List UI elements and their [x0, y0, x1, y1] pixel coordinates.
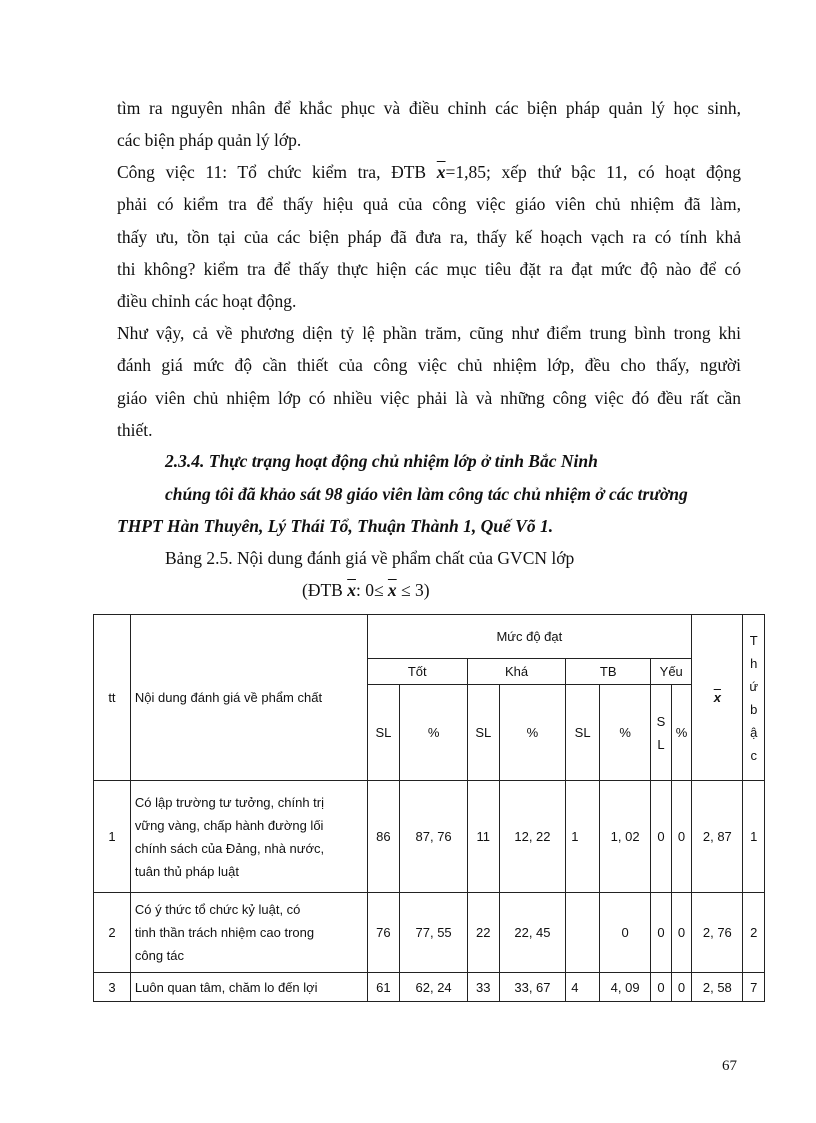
table-scale — [302, 580, 430, 601]
cell-kha-pct: 22, 45 — [499, 893, 566, 973]
text-fragment: ≤ 3) — [401, 580, 430, 600]
rank-letter: ứ — [749, 678, 759, 694]
cell-mean: 2, 76 — [692, 893, 743, 973]
cell-yeu-sl: 0 — [651, 973, 671, 1002]
section-intro: chúng tôi đã khảo sát 98 giáo viên làm công tác chủ nhiệm ở các trường — [165, 484, 688, 504]
header-pct: % — [671, 685, 691, 781]
mean-symbol: $\overline{x}$ — [387, 580, 397, 600]
content-line: Có lập trường tư tưởng, chính trị — [134, 794, 324, 810]
cell-tot-pct: 87, 76 — [400, 781, 468, 893]
text-line: đánh giá mức độ cần thiết của công việc chủ nhiệm lớp, đều cho thấy, người — [117, 355, 741, 376]
cell-yeu-sl: 0 — [651, 781, 671, 893]
cell-content — [130, 973, 367, 1002]
sl-letter: L — [657, 736, 665, 752]
header-kha: Khá — [467, 659, 565, 685]
header-pct: % — [499, 685, 566, 781]
content-line: chính sách của Đảng, nhà nước, — [134, 840, 325, 856]
cell-rank: 7 — [743, 973, 765, 1002]
rank-letter: h — [750, 655, 758, 671]
header-rank — [743, 615, 765, 781]
content-line: Có ý thức tổ chức kỷ luật, có — [134, 902, 301, 917]
table-row — [94, 973, 765, 1002]
text-line: thiết. — [117, 419, 153, 440]
section-intro: THPT Hàn Thuyên, Lý Thái Tổ, Thuận Thành 1, Quế Võ 1. — [117, 516, 554, 536]
header-tb: TB — [566, 659, 651, 685]
sl-letter: S — [656, 713, 666, 729]
header-tt: tt — [94, 615, 131, 781]
header-tot: Tốt — [367, 659, 467, 685]
section-heading: 2.3.4. Thực trạng hoạt động chủ nhiệm lớp ở tỉnh Bắc Ninh — [165, 451, 598, 471]
text-fragment: Công việc 11: Tổ chức kiểm tra, ĐTB — [117, 162, 427, 182]
rank-letter: ậ — [750, 724, 758, 740]
text-fragment: =1,85; xếp thứ bậc 11, có hoạt động — [445, 162, 742, 182]
cell-tb-sl: 4 — [566, 973, 600, 1002]
header-level: Mức độ đạt — [367, 615, 692, 659]
text-fragment: : 0≤ — [355, 580, 384, 600]
cell-kha-sl: 11 — [467, 781, 499, 893]
mean-symbol: $\overline{x}$ — [347, 580, 356, 600]
table-caption: Bảng 2.5. Nội dung đánh giá về phẩm chất của GVCN lớp — [165, 548, 575, 568]
header-mean — [692, 615, 743, 781]
page-number: 67 — [722, 1058, 737, 1074]
cell-kha-pct: 33, 67 — [499, 973, 566, 1002]
cell-yeu-pct: 0 — [671, 893, 691, 973]
cell-rank: 1 — [743, 781, 765, 893]
paragraph-2 — [117, 156, 741, 317]
text-line: thi không? kiểm tra để thấy thực hiện các mục tiêu đặt ra đạt mức độ nào để có — [117, 258, 741, 279]
content-line: tinh thần trách nhiệm cao trong — [134, 925, 315, 940]
cell-yeu-sl: 0 — [651, 893, 671, 973]
rank-letter: T — [749, 632, 758, 648]
cell-tot-pct: 62, 24 — [400, 973, 468, 1002]
text-line: giáo viên chủ nhiệm lớp có nhiều việc phải là và những công việc đó đều rất cần — [117, 387, 741, 408]
cell-tot-sl: 86 — [367, 781, 400, 893]
content-line: Luôn quan tâm, chăm lo đến lợi — [134, 979, 318, 995]
header-yeu: Yếu — [651, 659, 692, 685]
text-line: tìm ra nguyên nhân để khắc phục và điều chỉnh các biện pháp quản lý học sinh, — [117, 98, 741, 118]
table-row — [94, 893, 765, 973]
cell-kha-pct: 12, 22 — [499, 781, 566, 893]
cell-content — [130, 893, 367, 973]
text-fragment: (ĐTB — [302, 580, 343, 600]
cell-tt: 3 — [94, 973, 131, 1002]
header-sl: SL — [367, 685, 400, 781]
header-sl: SL — [566, 685, 600, 781]
header-pct: % — [400, 685, 468, 781]
cell-tb-sl — [566, 893, 600, 973]
cell-content — [130, 781, 367, 893]
paragraph-3 — [117, 317, 741, 446]
cell-tt: 1 — [94, 781, 131, 893]
text-line: thấy ưu, tồn tại của các biện pháp đã đưa ra, thấy kế hoạch vạch ra có tính khả — [117, 226, 741, 247]
cell-tb-pct: 0 — [600, 893, 651, 973]
text-line: phải có kiểm tra để thấy hiệu quả của công việc giáo viên chủ nhiệm đã làm, — [117, 194, 741, 215]
header-row — [94, 615, 765, 659]
content-line: công tác — [134, 948, 185, 963]
content-line: vững vàng, chấp hành đường lối — [134, 817, 324, 833]
cell-tot-sl: 61 — [367, 973, 400, 1002]
cell-mean: 2, 58 — [692, 973, 743, 1002]
cell-tb-pct: 1, 02 — [600, 781, 651, 893]
mean-symbol: $\overline{x}$ — [713, 690, 721, 705]
quality-table — [93, 614, 765, 1002]
cell-yeu-pct: 0 — [671, 973, 691, 1002]
cell-kha-sl: 33 — [467, 973, 499, 1002]
cell-tb-sl: 1 — [566, 781, 600, 893]
header-pct: % — [600, 685, 651, 781]
cell-rank: 2 — [743, 893, 765, 973]
cell-kha-sl: 22 — [467, 893, 499, 973]
header-sl — [651, 685, 671, 781]
cell-yeu-pct: 0 — [671, 781, 691, 893]
text-line: các biện pháp quản lý lớp. — [117, 130, 302, 151]
cell-tot-sl: 76 — [367, 893, 400, 973]
rank-letter: c — [750, 747, 757, 763]
header-content: Nội dung đánh giá về phẩm chất — [130, 615, 367, 781]
cell-tot-pct: 77, 55 — [400, 893, 468, 973]
text-line: điều chỉnh các hoạt động. — [117, 291, 297, 312]
rank-letter: b — [750, 701, 758, 717]
table-row — [94, 781, 765, 893]
mean-symbol: $\overline{x}$ — [436, 162, 446, 182]
cell-tb-pct: 4, 09 — [600, 973, 651, 1002]
text-line: Như vậy, cả về phương diện tỷ lệ phần trăm, cũng như điểm trung bình trong khi — [117, 323, 741, 343]
text-line — [117, 156, 741, 188]
header-sl: SL — [467, 685, 499, 781]
content-line: tuân thủ pháp luật — [134, 863, 239, 879]
paragraph-1 — [117, 92, 741, 157]
cell-mean: 2, 87 — [692, 781, 743, 893]
cell-tt: 2 — [94, 893, 131, 973]
